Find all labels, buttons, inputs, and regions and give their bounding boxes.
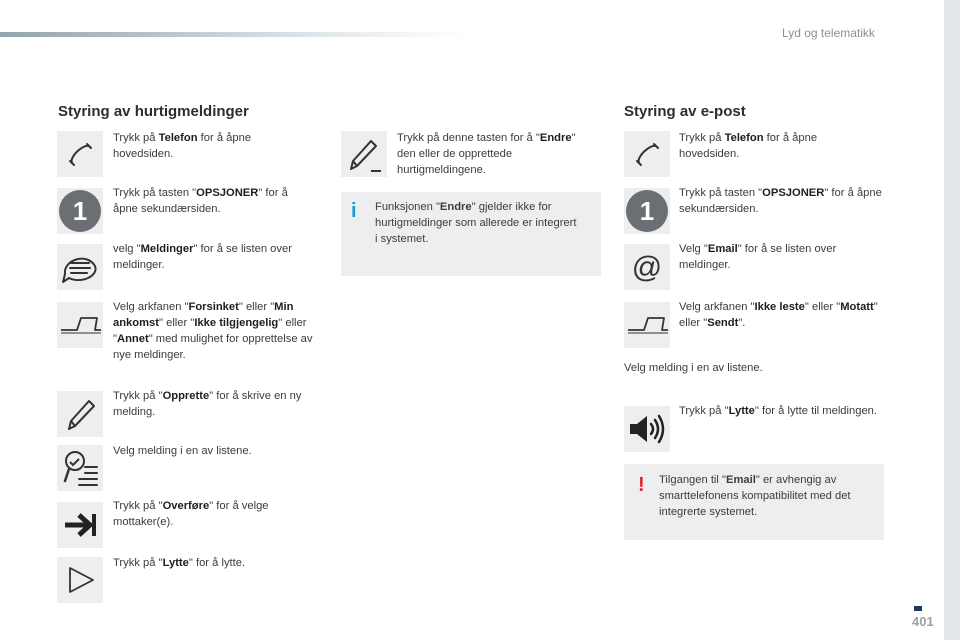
left-item-3-text: Velg arkfanen "Forsinket" eller "Min ankomst" eller "Ikke tilgjengelig" eller "Annet" med mulighet for opprettelse av nye meldinger. (113, 301, 313, 361)
right-listen-text: Trykk på "Lytte" for å lytte til meldingen. (679, 405, 878, 417)
header-bar (0, 32, 470, 37)
phone-icon (624, 131, 670, 177)
left-item-2-text: velg "Meldinger" for å se listen over meldinger. (113, 243, 292, 271)
phone-icon (57, 131, 103, 177)
warning-note-text: Tilgangen til "Email" er avhengig av smarttelefonens kompatibilitet med det integrerte systemet. (659, 474, 851, 518)
right-item-1-text: Trykk på tasten "OPSJONER" for å åpne sekundærsiden. (679, 187, 882, 215)
right-item-0-text: Trykk på Telefon for å åpne hovedsiden. (679, 132, 818, 160)
warning-mark: ! (638, 474, 645, 496)
right-plain-text: Velg melding i en av listene. (624, 362, 763, 374)
at-sign-icon (624, 244, 670, 290)
middle-item-text: Trykk på denne tasten for å "Endre" den eller de opprettede hurtigmeldingene. (397, 132, 576, 176)
left-item-7-text: Trykk på "Lytte" for å lytte. (113, 557, 246, 569)
warning-note (624, 464, 884, 540)
right-item-2-text: Velg "Email" for å se listen over meldinger. (679, 243, 837, 271)
number-one-icon (624, 188, 670, 234)
left-item-4-text: Trykk på "Opprette" for å skrive en ny melding. (113, 390, 302, 418)
number-one-glyph: 1 (639, 196, 655, 226)
right-item-3-text: Velg arkfanen "Ikke leste" eller "Motatt" eller "Sendt". (679, 301, 878, 329)
left-item-0-text: Trykk på Telefon for å åpne hovedsiden. (113, 132, 252, 160)
select-list-icon (57, 445, 103, 491)
tab-icon (57, 302, 103, 348)
info-mark: i (351, 200, 357, 222)
page-edge-strip (944, 0, 960, 640)
at-sign-glyph: @ (631, 251, 663, 284)
speaker-icon (624, 406, 670, 452)
right-heading: Styring av e-post (624, 103, 746, 120)
number-one-glyph: 1 (72, 196, 88, 226)
page-number: 401 (912, 614, 934, 629)
left-heading: Styring av hurtigmeldinger (58, 103, 249, 120)
info-note (341, 192, 601, 276)
left-item-1-text: Trykk på tasten "OPSJONER" for å åpne sekundærsiden. (113, 187, 288, 215)
forward-icon (57, 502, 103, 548)
number-one-icon (57, 188, 103, 234)
edit-pencil-icon (341, 131, 387, 177)
pencil-icon (57, 391, 103, 437)
left-item-5-text: Velg melding i en av listene. (113, 445, 252, 457)
page-dot (914, 606, 922, 611)
play-icon (57, 557, 103, 603)
messages-icon (57, 244, 103, 290)
left-item-6-text: Trykk på "Overføre" for å velge mottaker(e). (113, 500, 269, 528)
section-title: Lyd og telematikk (782, 26, 875, 40)
info-note-text: Funksjonen "Endre" gjelder ikke for hurtigmeldinger som allerede er integrert i systemet. (375, 201, 577, 245)
tab-icon (624, 302, 670, 348)
